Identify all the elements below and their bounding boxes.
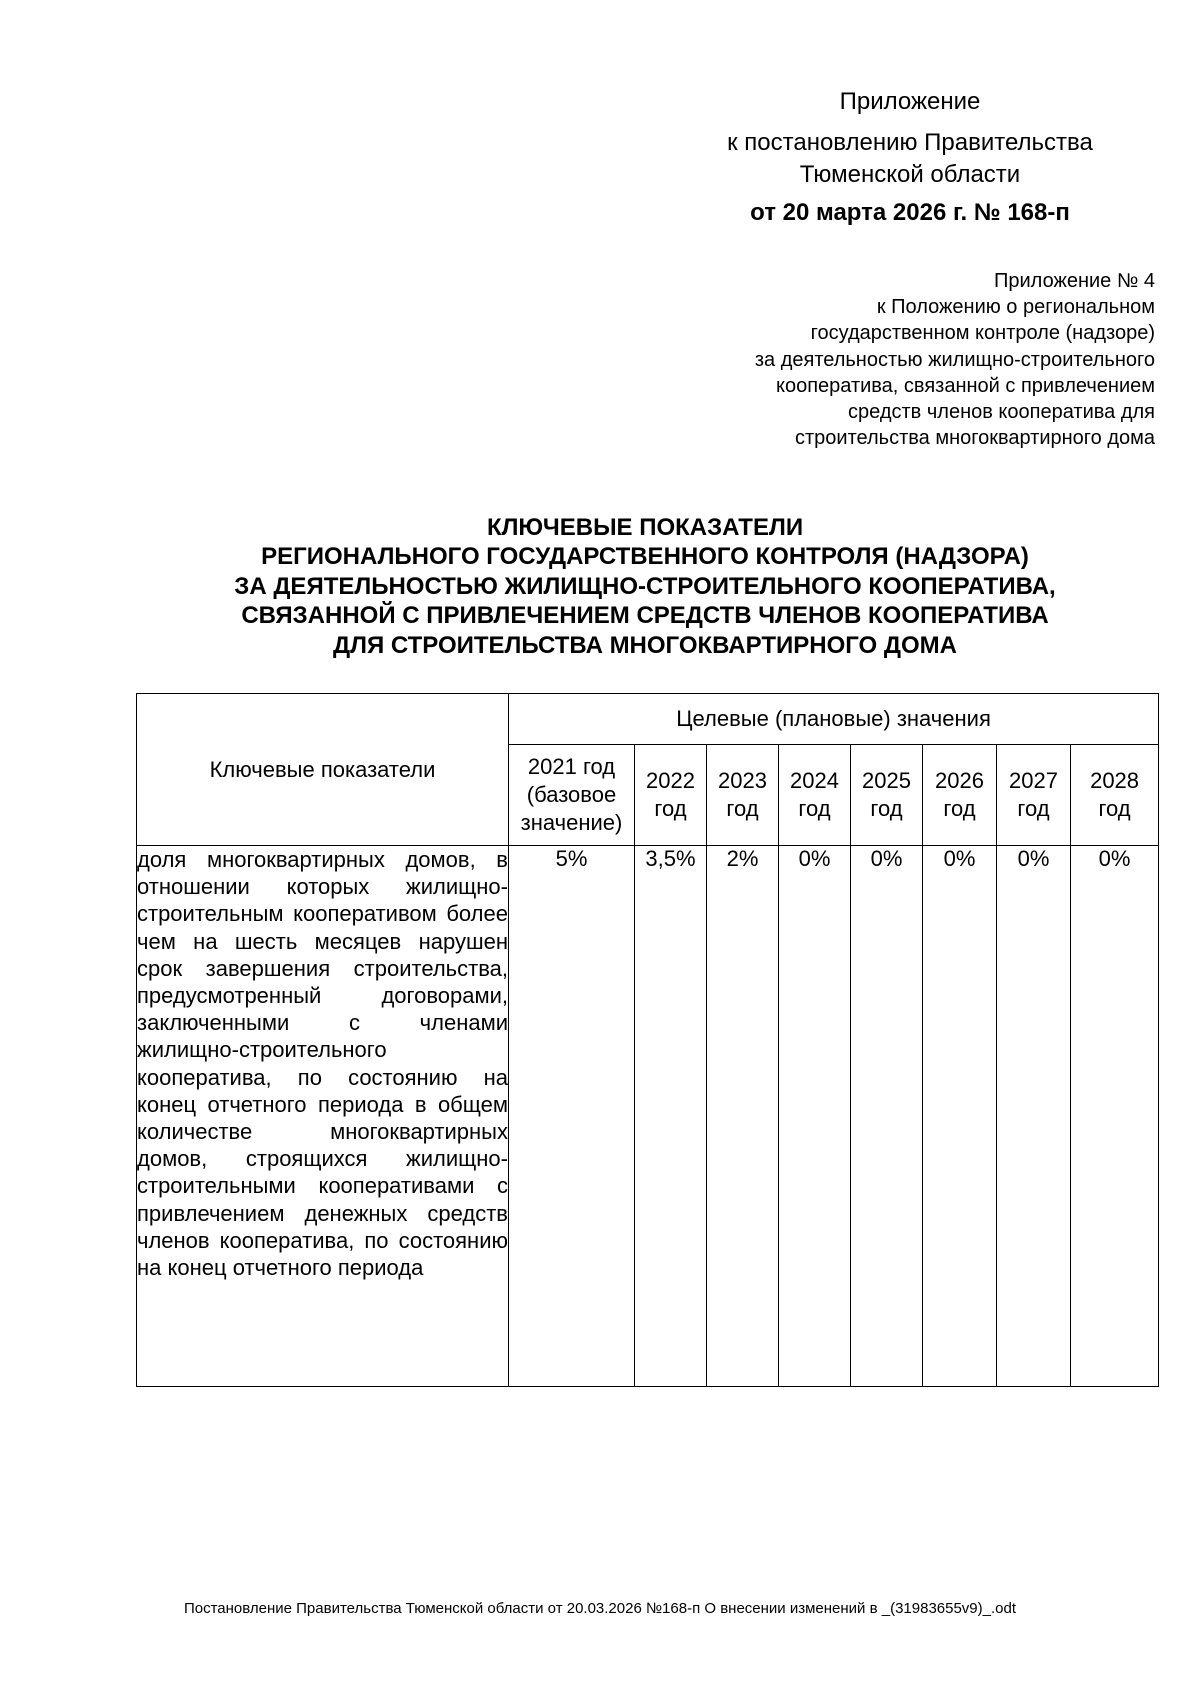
- value-2024: 0%: [779, 846, 851, 1387]
- header-year-2024: 2024 год: [779, 745, 851, 846]
- title-line: СВЯЗАННОЙ С ПРИВЛЕЧЕНИЕМ СРЕДСТВ ЧЛЕНОВ КООПЕРАТИВА: [241, 602, 1049, 630]
- header-year-2026: 2026 год: [923, 745, 997, 846]
- annex-line: Приложение № 4: [994, 270, 1155, 292]
- header-year-2028: 2028 год: [1071, 745, 1159, 846]
- title-line: ДЛЯ СТРОИТЕЛЬСТВА МНОГОКВАРТИРНОГО ДОМА: [333, 631, 957, 659]
- appendix-title: Приложение: [839, 88, 981, 115]
- table-row: [137, 846, 1159, 1387]
- annex-line: за деятельностью жилищно-строительного: [754, 348, 1155, 371]
- annex-line: кооператива, связанной с привлечением: [775, 374, 1155, 397]
- document-title: [128, 513, 1162, 660]
- title-line: КЛЮЧЕВЫЕ ПОКАЗАТЕЛИ: [486, 514, 804, 541]
- page-footer: Постановление Правительства Тюменской области от 20.03.2026 №168-п О внесении изменений в _(31983655v9)_.odt: [183, 1600, 1017, 1617]
- annex-line: строительства многоквартирного дома: [795, 427, 1155, 450]
- annex-reference: [635, 268, 1155, 451]
- header-year-2027: 2027 год: [997, 745, 1071, 846]
- header-year-2023: 2023 год: [707, 745, 779, 846]
- title-line: РЕГИОНАЛЬНОГО ГОСУДАРСТВЕННОГО КОНТРОЛЯ (НАДЗОРА): [261, 543, 1029, 571]
- resolution-number: от 20 марта 2026 г. № 168-п: [750, 199, 1070, 226]
- value-2022: 3,5%: [635, 846, 707, 1387]
- header-target-values: Целевые (плановые) значения: [509, 694, 1159, 745]
- annex-line: государственном контроле (надзоре): [810, 322, 1155, 345]
- header-year-2025: 2025 год: [851, 745, 923, 846]
- value-2025: 0%: [851, 846, 923, 1387]
- value-2027: 0%: [997, 846, 1071, 1387]
- kpi-table: [136, 693, 1159, 1387]
- annex-line: к Положению о региональном: [876, 296, 1155, 319]
- header-key-indicators: Ключевые показатели: [137, 694, 509, 846]
- value-2023: 2%: [707, 846, 779, 1387]
- header-year-2021: 2021 год (базовое значение): [509, 745, 635, 846]
- indicator-description: доля многоквартирных домов, в отношении которых жилищно-строительным кооперативом более чем на шесть месяцев нарушен срок завершения строительства, предусмотренный договорами, заключенными с членами жилищно-строительного кооператива, по состоянию на конец отчетного периода в общем количестве многоквартирных домов, строящихся жилищно-строительными кооперативами с привлечением денежных средств членов кооператива, по состоянию на конец отчетного периода: [137, 846, 509, 1387]
- value-2026: 0%: [923, 846, 997, 1387]
- appendix-to-resolution: к постановлению Правительства Тюменской области: [727, 129, 1093, 188]
- title-line: ЗА ДЕЯТЕЛЬНОСТЬЮ ЖИЛИЩНО-СТРОИТЕЛЬНОГО КООПЕРАТИВА,: [234, 572, 1056, 600]
- annex-line: средств членов кооператива для: [848, 401, 1155, 424]
- header-year-2022: 2022 год: [635, 745, 707, 846]
- value-2028: 0%: [1071, 846, 1159, 1387]
- value-2021: 5%: [509, 846, 635, 1387]
